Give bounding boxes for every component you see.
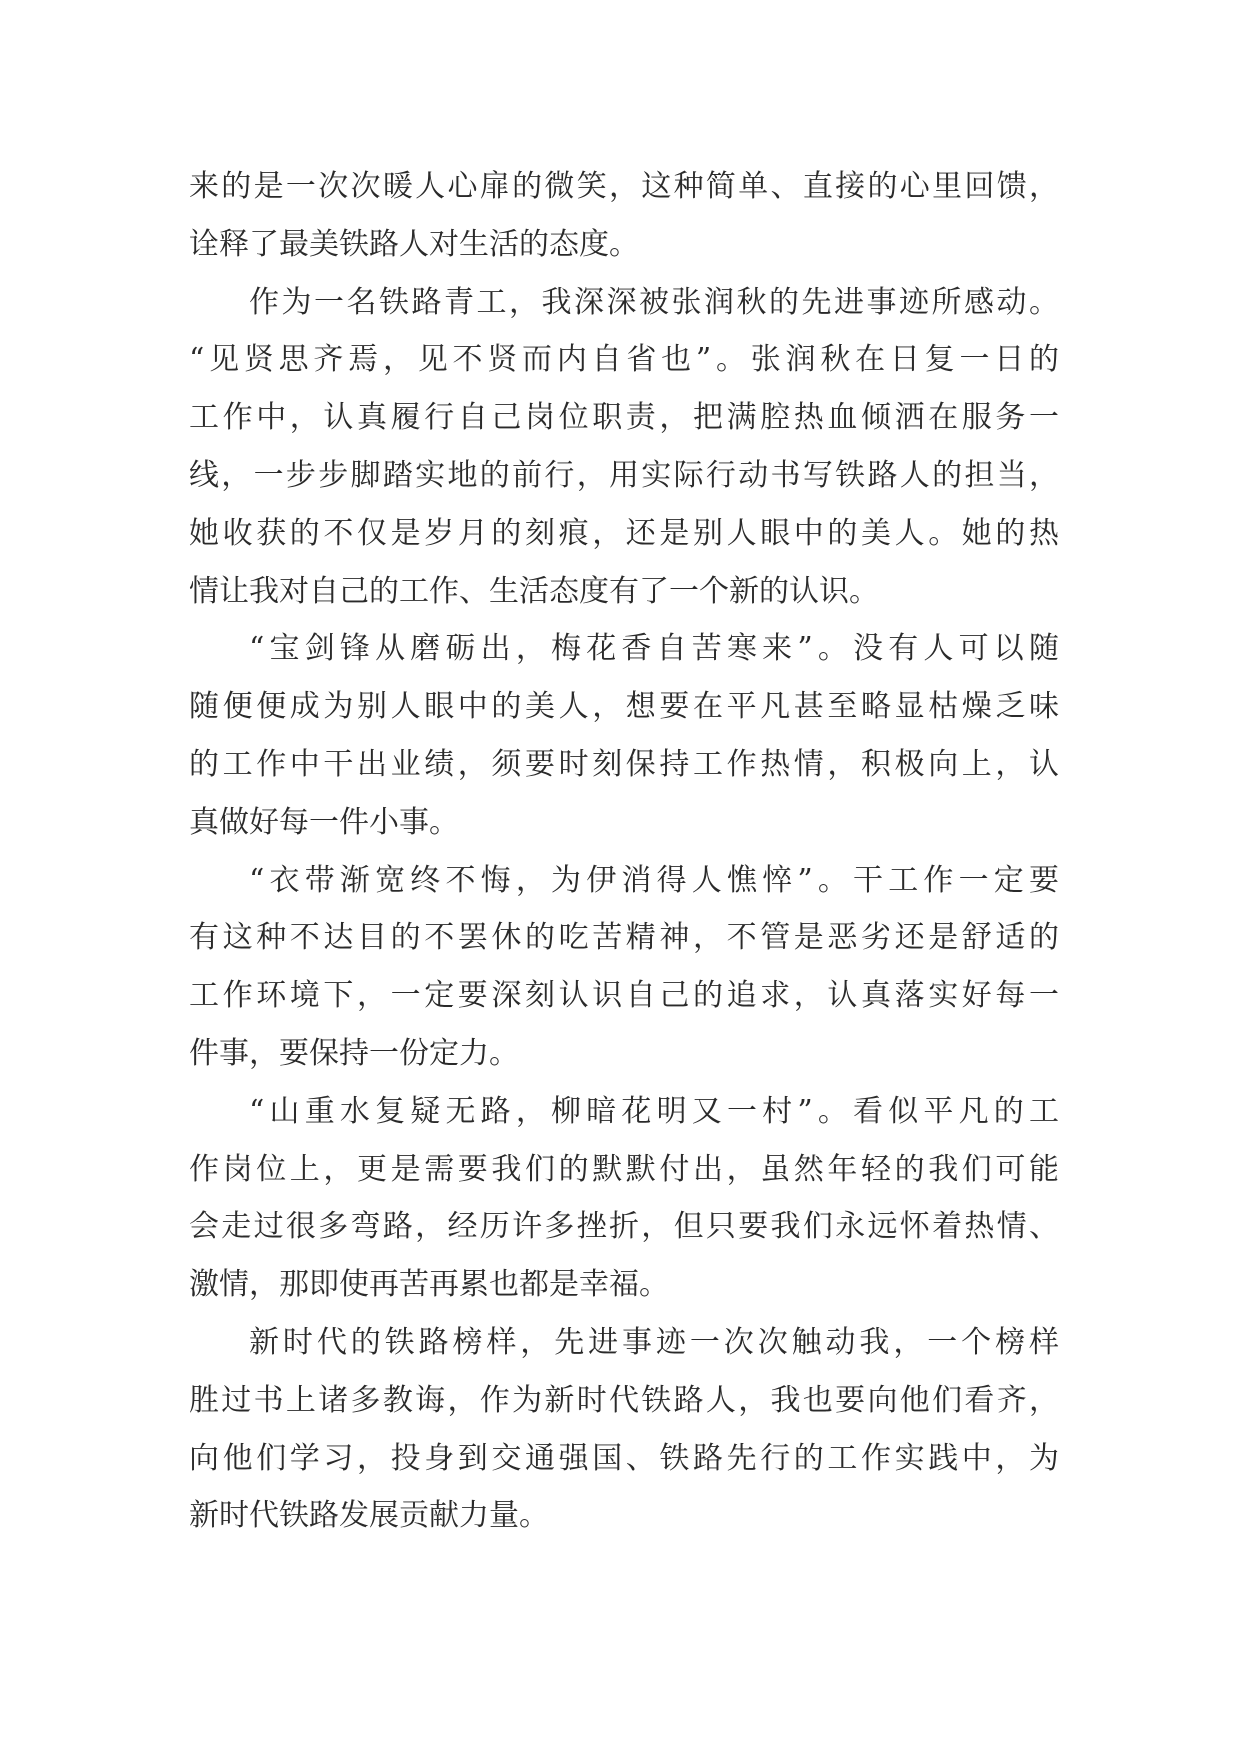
text-line: 诠释了最美铁路人对生活的态度。 [189, 226, 639, 262]
paragraph-first-line: 作为一名铁路青工，我深深被张润秋的先进事迹所感动。 [249, 284, 1059, 320]
paragraph-first-line: “山重水复疑无路，柳暗花明又一村”。看似平凡的工 [249, 1093, 1059, 1129]
text-line: 会走过很多弯路，经历许多挫折，但只要我们永远怀着热情、 [189, 1209, 1059, 1245]
paragraph-first-line: “宝剑锋从磨砺出，梅花香自苦寒来”。没有人可以随 [249, 631, 1059, 667]
text-line: 来的是一次次暖人心扉的微笑，这种简单、直接的心里回馈， [189, 169, 1059, 204]
text-line: 真做好每一件小事。 [189, 804, 459, 840]
text-line: 工作环境下，一定要深刻认识自己的追求，认真落实好每一 [189, 978, 1059, 1014]
document-body [189, 158, 1059, 1545]
text-line: 工作中，认真履行自己岗位职责，把满腔热血倾洒在服务一 [189, 400, 1059, 436]
text-line: 作岗位上，更是需要我们的默默付出，虽然年轻的我们可能 [189, 1151, 1059, 1187]
text-line: 她收获的不仅是岁月的刻痕，还是别人眼中的美人。她的热 [189, 515, 1059, 551]
text-line: 件事，要保持一份定力。 [189, 1035, 519, 1071]
text-line: 激情，那即使再苦再累也都是幸福。 [189, 1267, 669, 1303]
text-line: 胜过书上诸多教诲，作为新时代铁路人，我也要向他们看齐， [189, 1382, 1059, 1418]
text-line: 随便便成为别人眼中的美人，想要在平凡甚至略显枯燥乏味 [189, 689, 1059, 725]
text-line: 情让我对自己的工作、生活态度有了一个新的认识。 [189, 573, 879, 609]
text-line: “见贤思齐焉，见不贤而内自省也”。张润秋在日复一日的 [189, 342, 1059, 378]
text-line: 向他们学习，投身到交通强国、铁路先行的工作实践中，为 [189, 1440, 1059, 1476]
text-line: 的工作中干出业绩，须要时刻保持工作热情，积极向上，认 [189, 746, 1059, 782]
paragraph-first-line: “衣带渐宽终不悔，为伊消得人憔悴”。干工作一定要 [249, 862, 1059, 898]
paragraph-first-line: 新时代的铁路榜样，先进事迹一次次触动我，一个榜样 [249, 1324, 1059, 1360]
text-line: 线，一步步脚踏实地的前行，用实际行动书写铁路人的担当， [189, 457, 1059, 493]
text-line: 新时代铁路发展贡献力量。 [189, 1498, 549, 1534]
text-line: 有这种不达目的不罢休的吃苦精神，不管是恶劣还是舒适的 [189, 920, 1059, 956]
